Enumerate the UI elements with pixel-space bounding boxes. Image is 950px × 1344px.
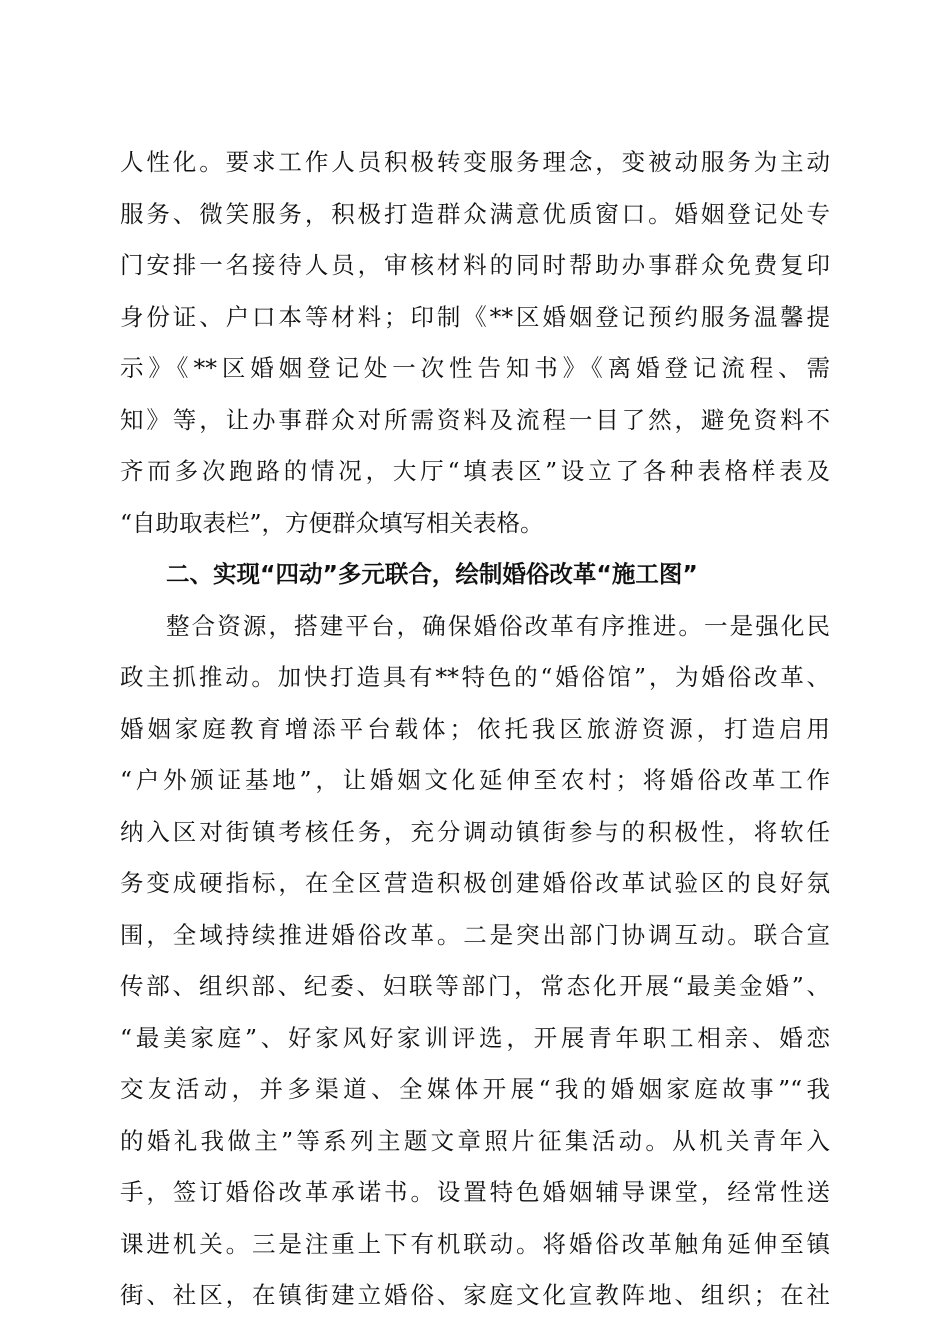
paragraph-line: 传部、组织部、纪委、妇联等部门，常态化开展“最美金婚”、 [120,972,830,1000]
paragraph-line: 政主抓推动。加快打造具有**特色的“婚俗馆”，为婚俗改革、 [120,663,830,691]
paragraph-line: 齐而多次跑路的情况，大厅“填表区”设立了各种表格样表及 [120,457,830,485]
paragraph-line: 门安排一名接待人员，审核材料的同时帮助办事群众免费复印 [120,251,830,279]
paragraph-line: 人性化。要求工作人员积极转变服务理念，变被动服务为主动 [120,148,830,176]
paragraph-line: 纳入区对街镇考核任务，充分调动镇街参与的积极性，将软任 [120,818,830,846]
paragraph-line: 围，全域持续推进婚俗改革。二是突出部门协调互动。联合宣 [120,921,830,949]
paragraph-line: 婚姻家庭教育增添平台载体；依托我区旅游资源，打造启用 [120,715,830,743]
paragraph-line: 手，签订婚俗改革承诺书。设置特色婚姻辅导课堂，经常性送 [120,1178,830,1206]
paragraph-line: 课进机关。三是注重上下有机联动。将婚俗改革触角延伸至镇 [120,1230,830,1258]
paragraph-line: “最美家庭”、好家风好家训评选，开展青年职工相亲、婚恋 [120,1024,830,1052]
paragraph-line: 示》《**区婚姻登记处一次性告知书》《离婚登记流程、需 [120,354,830,382]
paragraph-line: 身份证、户口本等材料；印制《**区婚姻登记预约服务温馨提 [120,303,830,331]
paragraph-line: 知》等，让办事群众对所需资料及流程一目了然，避免资料不 [120,406,830,434]
paragraph-line: “自助取表栏”，方便群众填写相关表格。 [120,509,544,537]
paragraph-line: 的婚礼我做主”等系列主题文章照片征集活动。从机关青年入 [120,1127,830,1155]
paragraph-line: 交友活动，并多渠道、全媒体开展“我的婚姻家庭故事”“我 [120,1075,830,1103]
paragraph-line: 街、社区，在镇街建立婚俗、家庭文化宣教阵地、组织；在社 [120,1281,830,1309]
paragraph-line: 服务、微笑服务，积极打造群众满意优质窗口。婚姻登记处专 [120,200,830,228]
section-heading: 二、实现“四动”多元联合，绘制婚俗改革“施工图” [166,560,698,588]
paragraph-line: 务变成硬指标，在全区营造积极创建婚俗改革试验区的良好氛 [120,869,830,897]
paragraph-line: “户外颁证基地”，让婚姻文化延伸至农村；将婚俗改革工作 [120,766,830,794]
paragraph-line: 整合资源，搭建平台，确保婚俗改革有序推进。一是强化民 [166,612,830,640]
